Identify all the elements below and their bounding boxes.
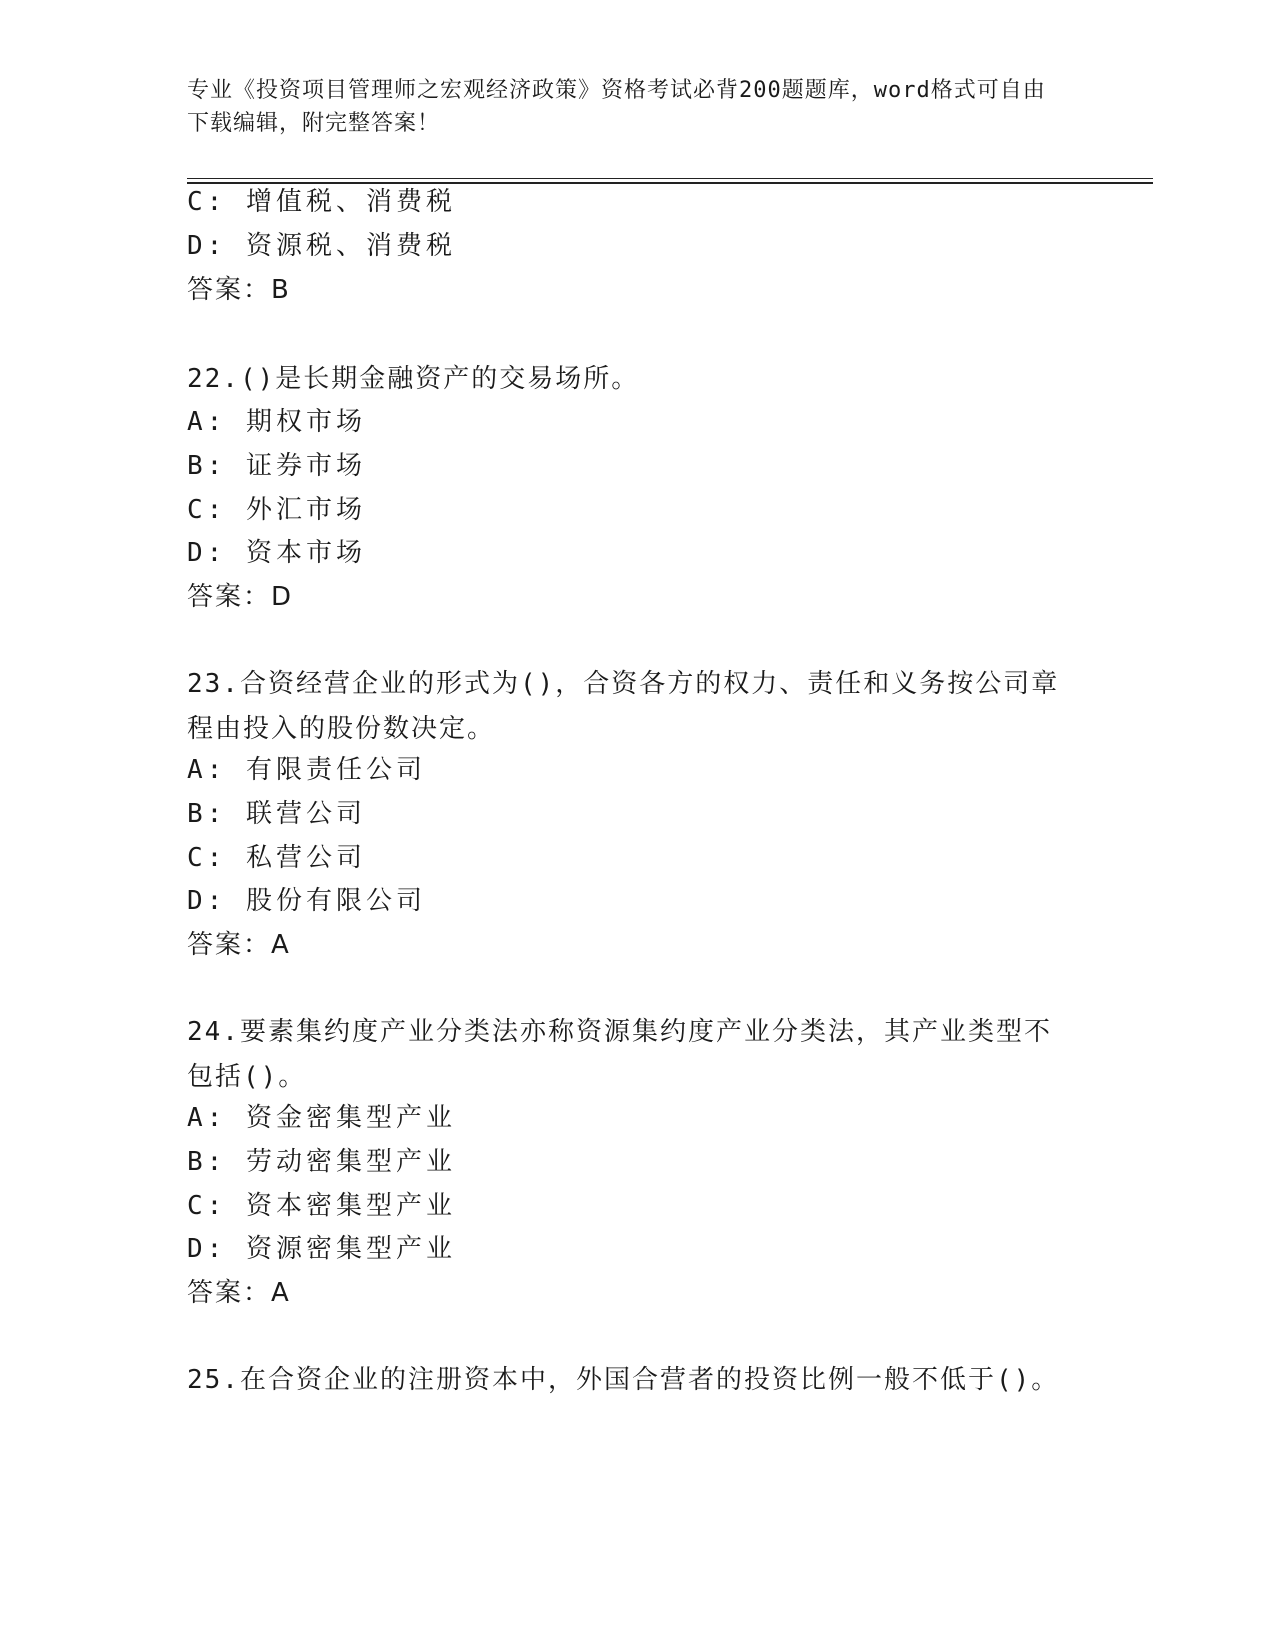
q22-option-b: B: 证券市场: [187, 451, 366, 481]
q22-answer: 答案：D: [187, 582, 294, 612]
prev-option-c: C: 增值税、消费税: [187, 187, 456, 217]
header-divider-thin: [187, 178, 1153, 179]
prev-answer: 答案：B: [187, 275, 291, 305]
q23-answer: 答案：A: [187, 930, 291, 960]
q24-answer: 答案：A: [187, 1278, 291, 1308]
q25-stem: 25.在合资企业的注册资本中，外国合营者的投资比例一般不低于()。: [187, 1365, 1060, 1395]
prev-option-d: D: 资源税、消费税: [187, 231, 456, 261]
q24-option-b: B: 劳动密集型产业: [187, 1147, 456, 1177]
q22-stem: 22.()是长期金融资产的交易场所。: [187, 364, 640, 394]
q22-option-a: A: 期权市场: [187, 407, 366, 437]
q22-option-d: D: 资本市场: [187, 538, 366, 568]
q23-option-d: D: 股份有限公司: [187, 886, 426, 916]
document-header: 专业《投资项目管理师之宏观经济政策》资格考试必背200题题库，word格式可自由下载编辑，附完整答案！: [187, 78, 1046, 136]
q24-option-a: A: 资金密集型产业: [187, 1103, 456, 1133]
q22-option-c: C: 外汇市场: [187, 495, 366, 525]
q23-option-c: C: 私营公司: [187, 843, 366, 873]
header-divider-thick: [187, 182, 1153, 184]
q23-stem: 23.合资经营企业的形式为()，合资各方的权力、责任和义务按公司章程由投入的股份数决定。: [187, 669, 1060, 744]
q24-option-d: D: 资源密集型产业: [187, 1234, 456, 1264]
q24-stem: 24.要素集约度产业分类法亦称资源集约度产业分类法，其产业类型不包括()。: [187, 1017, 1052, 1092]
q24-option-c: C: 资本密集型产业: [187, 1191, 456, 1221]
q23-option-a: A: 有限责任公司: [187, 755, 426, 785]
q23-option-b: B: 联营公司: [187, 799, 366, 829]
